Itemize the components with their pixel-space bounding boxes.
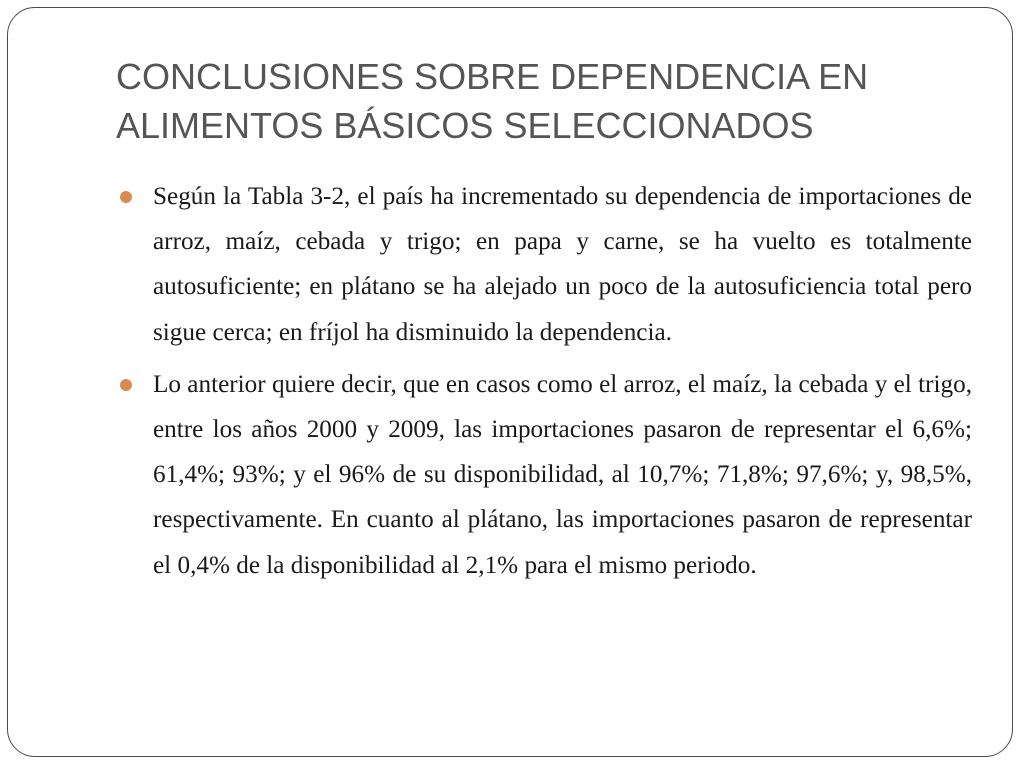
bullet-dot-icon: [120, 191, 132, 203]
slide-frame: [7, 7, 1013, 757]
bullet-item: [120, 362, 972, 588]
bullet-text: Según la Tabla 3-2, el país ha incrementado su dependencia de importaciones de arroz, maíz, cebada y trigo; en papa y carne, se ha vuelto es totalmente autosuficiente; en plátano se ha alejado un poco de la autosuficiencia total pero sigue cerca; en fríjol ha disminuido la dependencia.: [153, 183, 972, 346]
bullet-text: Lo anterior quiere decir, que en casos como el arroz, el maíz, la cebada y el trigo, entre los años 2000 y 2009, las importaciones pasaron de representar el 6,6%; 61,4%; 93%; y el 96% de su disponibilidad, al 10,7%; 71,8%; 97,6%; y, 98,5%, respectivamente. En cuanto al plátano, las importaciones pasaron de representar el 0,4% de la disponibilidad al 2,1% para el mismo periodo.: [153, 370, 972, 579]
bullet-list: [120, 174, 972, 595]
bullet-dot-icon: [120, 379, 132, 391]
bullet-item: [120, 174, 972, 355]
slide-title: CONCLUSIONES SOBRE DEPENDENCIA EN ALIMENTOS BÁSICOS SELECCIONADOS: [116, 56, 869, 146]
